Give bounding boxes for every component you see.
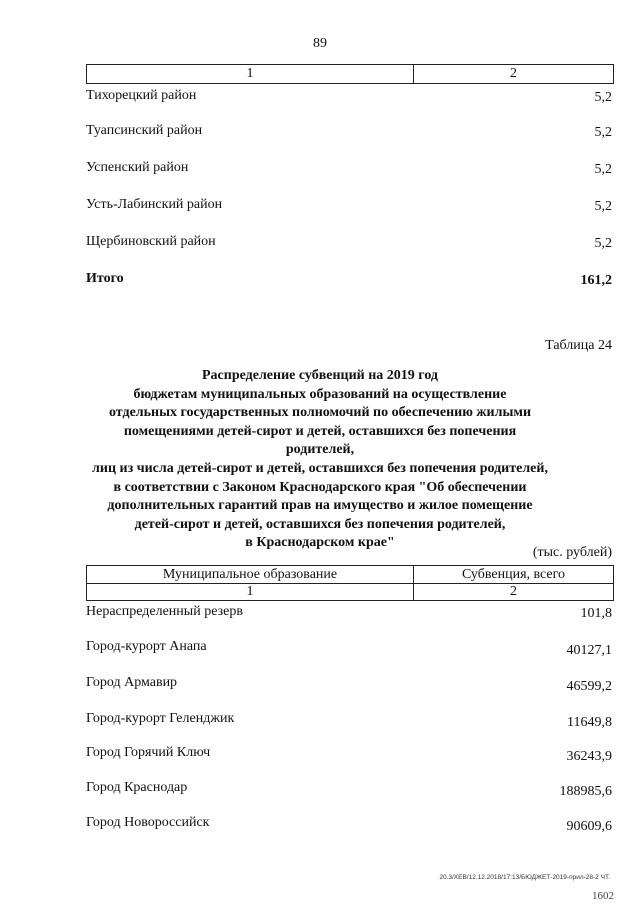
- title-line: лиц из числа детей-сирот и детей, оставшихся без попечения родителей,: [92, 460, 548, 476]
- row-name: Город Новороссийск: [86, 815, 210, 830]
- table-title: [90, 367, 550, 553]
- title-line: дополнительных гарантий прав на имущество и жилое помещение: [107, 498, 533, 514]
- row-value: 5,2: [594, 162, 612, 177]
- table1-header-col1: 1: [87, 65, 414, 83]
- table1-header: [86, 64, 614, 84]
- row-name: Город-курорт Геленджик: [86, 711, 235, 726]
- table1-row: [86, 123, 612, 141]
- units-label: (тыс. рублей): [532, 545, 612, 560]
- title-line: отдельных государственных полномочий по обеспечению жилыми: [108, 405, 532, 421]
- row-name: Город Горячий Ключ: [86, 745, 211, 760]
- col-header-municipality: Муниципальное образование: [87, 566, 414, 583]
- table1-row: [86, 88, 612, 106]
- row-value: 101,8: [580, 606, 612, 621]
- row-name: Город-курорт Анапа: [86, 639, 207, 654]
- title-line: Распределение субвенций на 2019 год: [202, 368, 438, 383]
- row-name: Город Краснодар: [86, 780, 188, 795]
- table2-row: [86, 780, 612, 800]
- col-header-subvention: Субвенция, всего: [461, 567, 566, 582]
- row-name: Город Армавир: [86, 675, 178, 690]
- total-value: 161,2: [580, 273, 612, 288]
- row-value: 36243,9: [566, 749, 612, 764]
- table1-row: [86, 197, 612, 215]
- col-number-1: 1: [87, 583, 414, 600]
- table2-row: [86, 675, 612, 695]
- table1-header-col2: 2: [510, 66, 517, 81]
- table2-row: [86, 711, 612, 731]
- row-name: Туапсинский район: [86, 123, 203, 138]
- title-line: помещениями детей-сирот и детей, оставшихся без попечения родителей,: [123, 423, 517, 458]
- table-number-label: Таблица 24: [545, 338, 612, 353]
- table2-header-numbers: [86, 583, 614, 601]
- row-value: 5,2: [594, 125, 612, 140]
- row-value: 5,2: [594, 199, 612, 214]
- table2-header: [86, 565, 614, 584]
- title-line: бюджетам муниципальных образований на осуществление: [133, 386, 507, 402]
- table1-row: [86, 160, 612, 178]
- table1-total-row: [86, 271, 612, 289]
- row-name: Нераспределенный резерв: [86, 604, 243, 619]
- row-name: Тихорецкий район: [86, 88, 197, 103]
- row-value: 40127,1: [566, 643, 612, 658]
- table2-row: [86, 815, 612, 835]
- row-value: 5,2: [594, 90, 612, 105]
- title-line: в Краснодарском крае": [245, 535, 395, 551]
- total-label: Итого: [86, 271, 124, 286]
- table1-row: [86, 234, 612, 252]
- corner-mark: 1602: [592, 890, 614, 902]
- table2-row: [86, 604, 612, 622]
- title-line: в соответствии с Законом Краснодарского края "Об обеспечении: [113, 479, 527, 495]
- table2-row: [86, 639, 612, 659]
- row-value: 90609,6: [566, 819, 612, 834]
- row-value: 5,2: [594, 236, 612, 251]
- title-line: детей-сирот и детей, оставшихся без попечения родителей,: [134, 516, 506, 532]
- page-number: 89: [313, 36, 327, 51]
- row-value: 188985,6: [559, 784, 612, 799]
- col-number-2: 2: [510, 584, 517, 599]
- row-name: Успенский район: [86, 160, 189, 175]
- row-value: 11649,8: [567, 715, 612, 730]
- row-value: 46599,2: [566, 679, 612, 694]
- table2-row: [86, 745, 612, 765]
- document-footer-code: 20.3/XEB/12.12.2018/17:13/БЮДЖЕТ-2019-прил-28-2 ЧТ.: [439, 874, 610, 881]
- row-name: Щербиновский район: [86, 234, 216, 249]
- row-name: Усть-Лабинский район: [86, 197, 223, 212]
